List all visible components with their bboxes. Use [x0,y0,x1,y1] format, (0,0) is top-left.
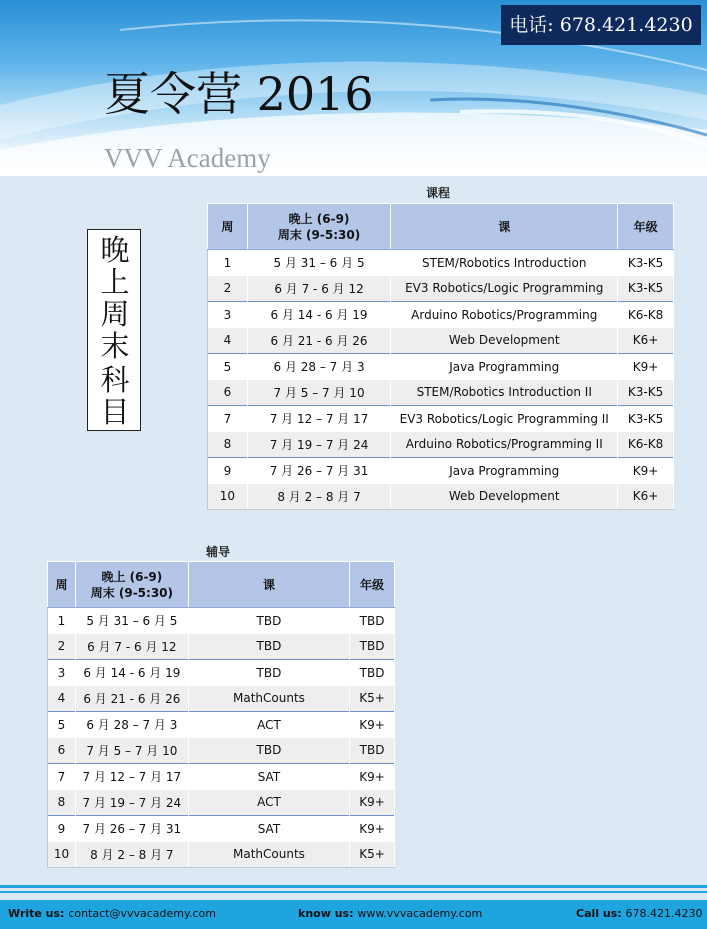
cell-grade: K3-K5 [618,276,674,302]
table-row [208,302,674,328]
table-row [208,328,674,354]
cell-course: ACT [188,712,349,738]
col-header-grade: 年级 [618,204,674,250]
tutoring-table-body [48,608,395,868]
cell-grade: K6-K8 [618,302,674,328]
cell-course: Arduino Robotics/Programming II [391,432,618,458]
cell-week: 3 [48,660,76,686]
cell-grade: K3-K5 [618,380,674,406]
col-header-time [75,562,188,608]
tutoring-table [47,561,395,868]
footer-divider [0,891,707,893]
table-row [208,458,674,484]
cell-date: 8 月 2 – 8 月 7 [247,484,391,510]
col-header-course: 课 [188,562,349,608]
tutoring-caption: 辅导 [205,545,230,559]
cell-grade: K3-K5 [618,406,674,432]
col-header-week: 周 [48,562,76,608]
col-header-week: 周 [208,204,248,250]
cell-date: 7 月 5 – 7 月 10 [247,380,391,406]
cell-date: 6 月 21 - 6 月 26 [75,686,188,712]
cell-course: TBD [188,608,349,634]
cell-grade: K9+ [618,354,674,380]
table-row [208,276,674,302]
table-row [48,712,395,738]
col-header-time-evening: 晚上 (6-9) [101,569,163,584]
cell-week: 1 [48,608,76,634]
cell-week: 8 [208,432,248,458]
table-row [48,660,395,686]
cell-week: 7 [48,764,76,790]
cell-week: 4 [208,328,248,354]
cell-date: 7 月 26 – 7 月 31 [247,458,391,484]
cell-grade: TBD [350,608,395,634]
cell-week: 10 [48,842,76,868]
cell-course: STEM/Robotics Introduction II [391,380,618,406]
col-header-course: 课 [391,204,618,250]
table-row [48,764,395,790]
cell-week: 4 [48,686,76,712]
cell-date: 7 月 26 – 7 月 31 [75,816,188,842]
cell-grade: K9+ [350,764,395,790]
footer-website [298,900,482,927]
cell-date: 8 月 2 – 8 月 7 [75,842,188,868]
cell-week: 7 [208,406,248,432]
cell-course: SAT [188,816,349,842]
cell-course: MathCounts [188,842,349,868]
footer-phone-label: Call us: [576,907,622,920]
cell-week: 5 [48,712,76,738]
table-row [208,432,674,458]
cell-course: Java Programming [391,458,618,484]
cell-course: TBD [188,634,349,660]
footer-phone [576,900,702,927]
cell-grade: TBD [350,738,395,764]
col-header-time-weekend: 周末 (9-5:30) [90,585,174,600]
side-label-char: 目 [100,395,130,429]
cell-date: 6 月 7 - 6 月 12 [75,634,188,660]
side-label-char: 科 [100,363,130,397]
side-label-char: 末 [100,329,130,363]
cell-week: 6 [208,380,248,406]
cell-course: SAT [188,764,349,790]
cell-date: 7 月 19 – 7 月 24 [75,790,188,816]
cell-date: 6 月 7 - 6 月 12 [247,276,391,302]
cell-week: 10 [208,484,248,510]
side-label-char: 晚 [100,233,130,267]
cell-course: EV3 Robotics/Logic Programming [391,276,618,302]
cell-course: ACT [188,790,349,816]
table-row [48,816,395,842]
footer-email [8,900,216,927]
side-label-box [87,229,141,431]
footer-email-label: Write us: [8,907,65,920]
table-row [208,250,674,276]
col-header-time-evening: 晚上 (6-9) [288,211,350,226]
cell-week: 5 [208,354,248,380]
cell-date: 7 月 12 – 7 月 17 [75,764,188,790]
cell-date: 5 月 31 – 6 月 5 [247,250,391,276]
footer-divider [0,885,707,888]
academy-name: VVV Academy [104,143,271,173]
table-row [208,406,674,432]
cell-date: 7 月 19 – 7 月 24 [247,432,391,458]
table-row [208,380,674,406]
header-phone-box: 电话: 678.421.4230 [501,5,701,45]
cell-grade: K9+ [350,816,395,842]
cell-course: Web Development [391,328,618,354]
col-header-time-weekend: 周末 (9-5:30) [277,227,361,242]
cell-grade: K5+ [350,686,395,712]
cell-grade: K9+ [618,458,674,484]
table-row [48,686,395,712]
cell-grade: K6+ [618,328,674,354]
table-row [48,842,395,868]
cell-course: Arduino Robotics/Programming [391,302,618,328]
table-row [48,738,395,764]
cell-week: 8 [48,790,76,816]
cell-week: 9 [208,458,248,484]
side-label-char: 周 [100,297,130,331]
cell-grade: K6+ [618,484,674,510]
cell-course: Java Programming [391,354,618,380]
courses-caption: 课程 [425,186,450,200]
cell-course: Web Development [391,484,618,510]
cell-date: 6 月 21 - 6 月 26 [247,328,391,354]
cell-week: 9 [48,816,76,842]
col-header-grade: 年级 [350,562,395,608]
cell-week: 2 [48,634,76,660]
cell-grade: TBD [350,660,395,686]
cell-grade: TBD [350,634,395,660]
cell-course: MathCounts [188,686,349,712]
cell-course: TBD [188,660,349,686]
cell-date: 6 月 28 – 7 月 3 [247,354,391,380]
footer-phone-number: 678.421.4230 [625,907,703,920]
side-label-char: 上 [100,265,130,299]
flyer-title: 夏令营 2016 [104,67,374,121]
cell-grade: K6-K8 [618,432,674,458]
footer-email-link[interactable]: contact@vvvacademy.com [68,907,216,920]
cell-date: 6 月 14 - 6 月 19 [75,660,188,686]
table-row [208,354,674,380]
cell-grade: K3-K5 [618,250,674,276]
courses-table [207,203,674,510]
footer-bar [0,900,707,929]
cell-week: 3 [208,302,248,328]
cell-date: 6 月 14 - 6 月 19 [247,302,391,328]
header-banner [0,0,707,176]
table-row [48,634,395,660]
table-row [208,484,674,510]
cell-grade: K9+ [350,712,395,738]
cell-course: TBD [188,738,349,764]
cell-date: 5 月 31 – 6 月 5 [75,608,188,634]
cell-grade: K5+ [350,842,395,868]
col-header-time [247,204,391,250]
footer-website-label: know us: [298,907,354,920]
cell-date: 7 月 5 – 7 月 10 [75,738,188,764]
cell-grade: K9+ [350,790,395,816]
cell-date: 6 月 28 – 7 月 3 [75,712,188,738]
cell-course: EV3 Robotics/Logic Programming II [391,406,618,432]
cell-week: 2 [208,276,248,302]
courses-table-body [208,250,674,510]
table-row [48,790,395,816]
cell-week: 6 [48,738,76,764]
footer-website-link[interactable]: www.vvvacademy.com [357,907,483,920]
cell-date: 7 月 12 – 7 月 17 [247,406,391,432]
cell-week: 1 [208,250,248,276]
cell-course: STEM/Robotics Introduction [391,250,618,276]
table-row [48,608,395,634]
